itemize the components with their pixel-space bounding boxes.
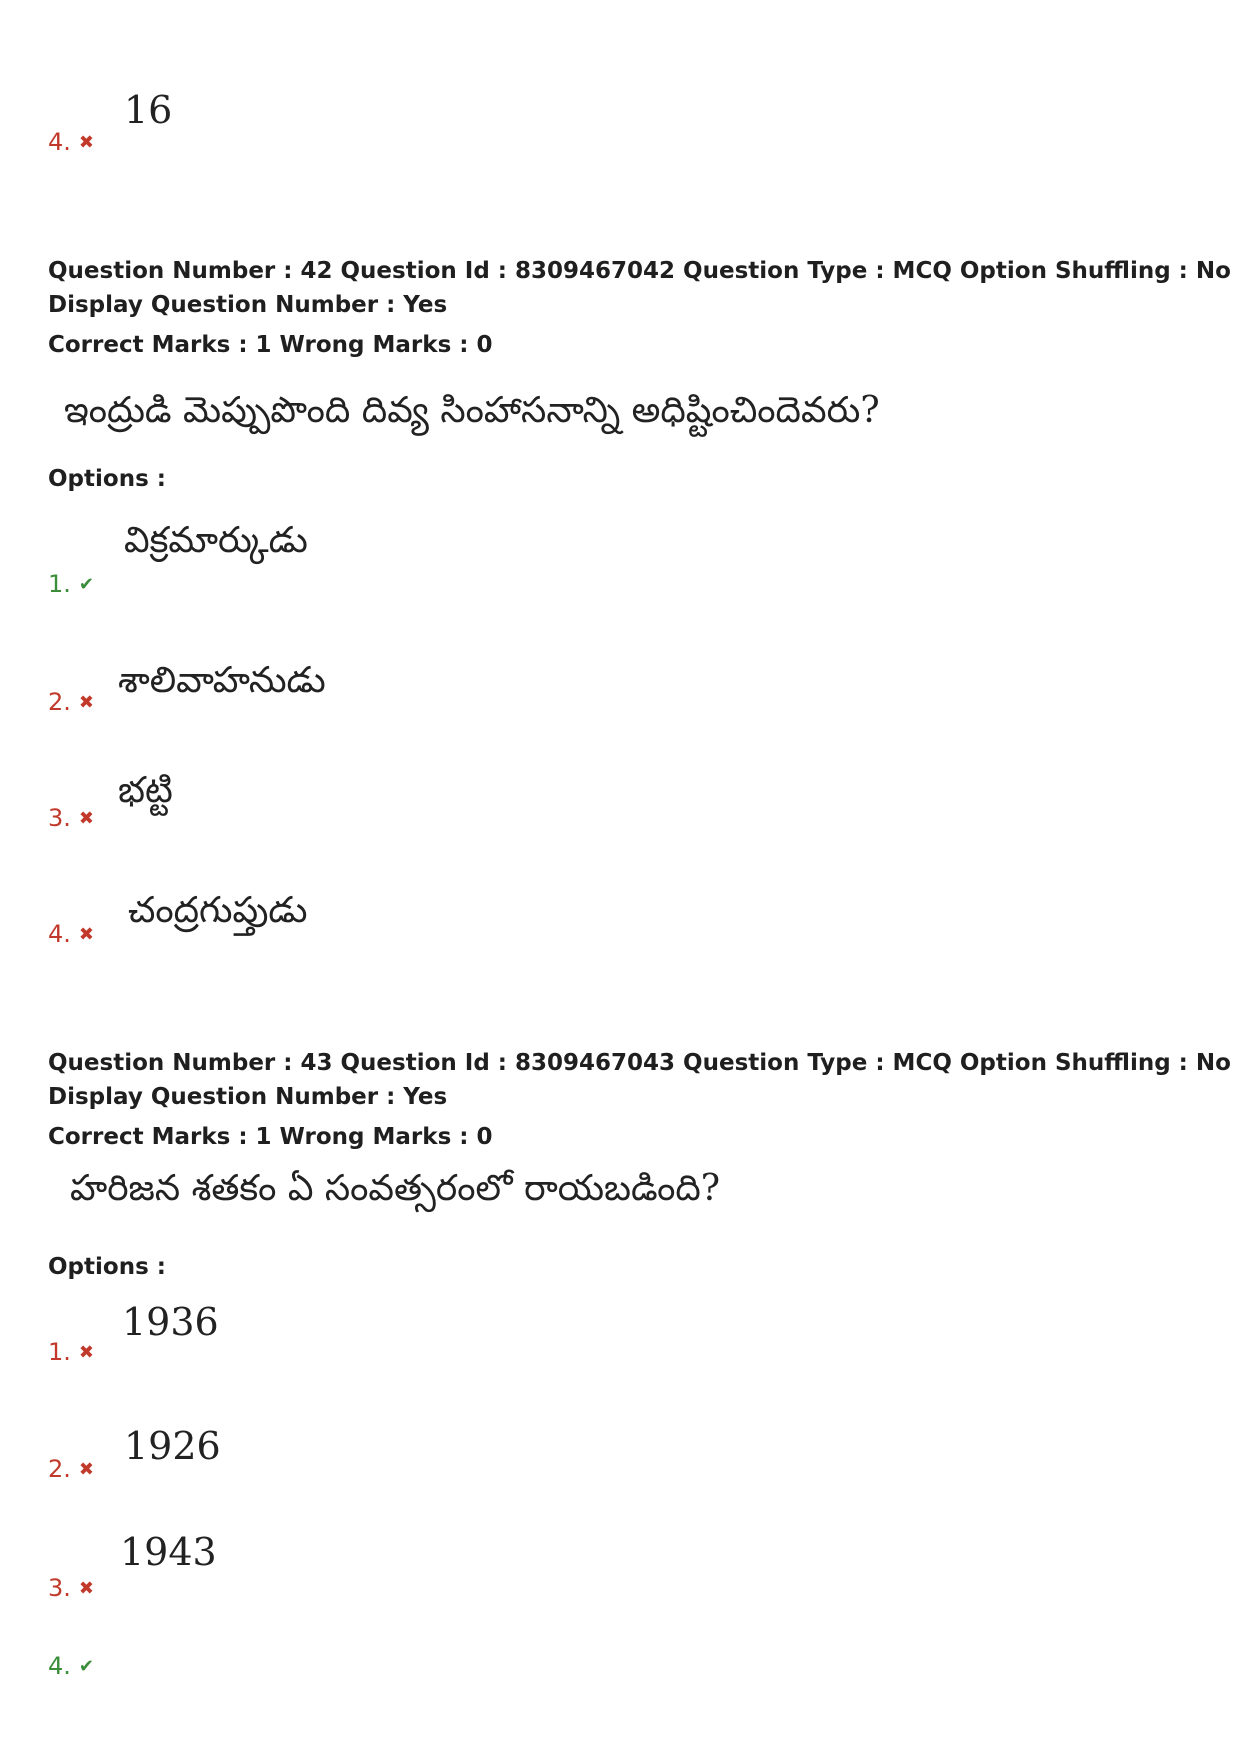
- option-text: 1943: [120, 1530, 217, 1574]
- option-number: [48, 688, 94, 716]
- option-number: [48, 1574, 94, 1602]
- options-label: Options :: [48, 466, 166, 492]
- option-number: [48, 804, 94, 832]
- wrong-mark-icon: ✖: [78, 1342, 94, 1363]
- options-label: Options :: [48, 1254, 166, 1280]
- question-meta-line2: Display Question Number : Yes: [48, 1084, 448, 1110]
- option-number: [48, 920, 94, 948]
- wrong-mark-icon: ✖: [78, 924, 94, 945]
- question-meta-line2: Display Question Number : Yes: [48, 292, 448, 318]
- option-text: 1926: [124, 1424, 221, 1468]
- option-number: [48, 570, 94, 598]
- option-text: భట్టి: [118, 770, 173, 811]
- correct-check-icon: ✔: [78, 1656, 94, 1677]
- question-meta-line1: Question Number : 43 Question Id : 8309467043 Question Type : MCQ Option Shuffling : No: [48, 1050, 1231, 1076]
- option-number-label: 1.: [48, 1338, 71, 1366]
- wrong-mark-icon: ✖: [78, 1578, 94, 1599]
- option-number: [48, 1652, 94, 1680]
- option-number-label: 2.: [48, 1455, 71, 1483]
- wrong-mark-icon: ✖: [78, 132, 94, 153]
- option-text: శాలివాహనుడు: [118, 660, 326, 701]
- option-number: [48, 1338, 94, 1366]
- question-text: హరిజన శతకం ఏ సంవత్సరంలో రాయబడింది?: [70, 1168, 721, 1209]
- wrong-mark-icon: ✖: [78, 1459, 94, 1480]
- option-number-label: 4.: [48, 128, 71, 156]
- option-text: విక్రమార్కుడు: [124, 520, 308, 561]
- wrong-mark-icon: ✖: [78, 692, 94, 713]
- question-text: ఇంద్రుడి మెప్పుపొంది దివ్య సింహాసనాన్ని అధిష్టించిందెవరు?: [64, 390, 880, 431]
- question-marks: Correct Marks : 1 Wrong Marks : 0: [48, 1124, 493, 1150]
- wrong-mark-icon: ✖: [78, 808, 94, 829]
- option-text: చంద్రగుప్తుడు: [128, 890, 308, 931]
- option-number-label: 4.: [48, 920, 71, 948]
- option-number-label: 3.: [48, 804, 71, 832]
- option-number: [48, 1455, 94, 1483]
- option-number-label: 1.: [48, 570, 71, 598]
- option-number-label: 3.: [48, 1574, 71, 1602]
- correct-check-icon: ✔: [78, 574, 94, 595]
- option-text: 1936: [122, 1300, 219, 1344]
- question-marks: Correct Marks : 1 Wrong Marks : 0: [48, 332, 493, 358]
- option-number-label: 4.: [48, 1652, 71, 1680]
- question-meta-line1: Question Number : 42 Question Id : 8309467042 Question Type : MCQ Option Shuffling : No: [48, 258, 1231, 284]
- option-number-label: 2.: [48, 688, 71, 716]
- option-number: [48, 128, 94, 156]
- option-text: 16: [124, 88, 173, 132]
